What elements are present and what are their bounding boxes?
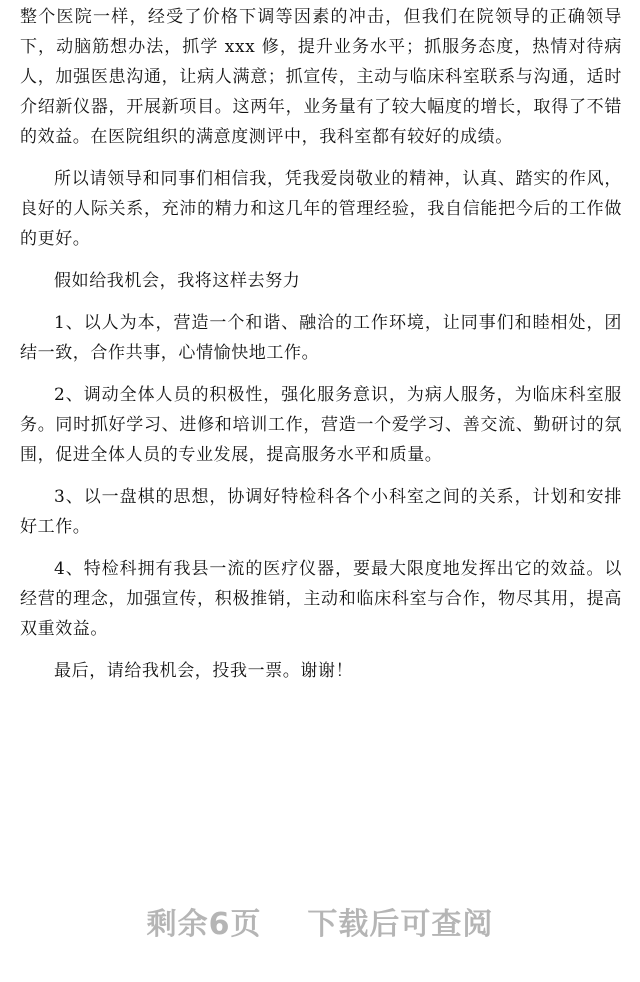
closing-paragraph: 最后，请给我机会，投我一票。谢谢！	[54, 661, 354, 681]
paragraph-2: 所以请领导和同事们相信我，凭我爱岗敬业的精神，认真、踏实的作风，良好的人际关系，充沛的精力和这几年的管理经验，我自信能把今后的工作做的更好。	[20, 169, 622, 249]
list-item-1: 1、以人为本，营造一个和谐、融洽的工作环境，让同事们和睦相处，团结一致，合作共事，心情愉快地工作。	[20, 313, 622, 363]
paragraph-3: 假如给我机会，我将这样去努力	[54, 271, 301, 291]
paragraph-1: 整个医院一样，经受了价格下调等因素的冲击，但我们在院领导的正确领导下，动脑筋想办法，抓学 xxx 修，提升业务水平；抓服务态度，热情对待病人，加强医患沟通，让病人满意；抓宣传，主动与临床科室联系与沟通，适时介绍新仪器，开展新项目。这两年，业务量有了较大幅度的增长，取得了不错的效益。在医院组织的满意度测评中，我科室都有较好的成绩。	[20, 7, 622, 147]
remaining-pages-banner[interactable]: 剩余6页 下载后可查阅	[146, 907, 494, 942]
list-item-3: 3、以一盘棋的思想，协调好特检科各个小科室之间的关系，计划和安排好工作。	[20, 487, 622, 537]
document-body	[20, 0, 622, 698]
list-item-2: 2、调动全体人员的积极性，强化服务意识，为病人服务，为临床科室服务。同时抓好学习、进修和培训工作，营造一个爱学习、善交流、勤研讨的氛围，促进全体人员的专业发展，提高服务水平和质量。	[20, 385, 622, 465]
list-item-4: 4、特检科拥有我县一流的医疗仪器，要最大限度地发挥出它的效益。以经营的理念，加强宣传，积极推销，主动和临床科室与合作，物尽其用，提高双重效益。	[20, 559, 622, 639]
